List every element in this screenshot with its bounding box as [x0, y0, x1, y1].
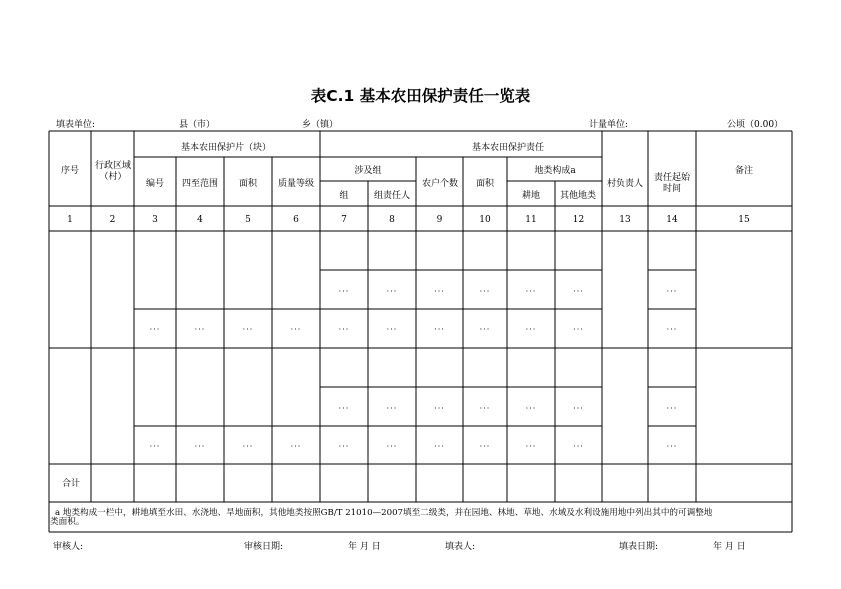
fill-date-placeholder: 年 月 日: [713, 542, 746, 552]
ellipsis-cell: ···: [666, 287, 678, 296]
header-resp-start-1: 责任起始: [653, 173, 691, 183]
review-date-label: 审核日期:: [244, 542, 284, 552]
column-number: 8: [389, 215, 395, 225]
header-code: 编号: [145, 179, 165, 189]
measure-unit-label: 计量单位:: [589, 120, 629, 130]
header-remarks: 备注: [734, 166, 754, 176]
ellipsis-cell: ···: [434, 325, 445, 334]
column-number: 9: [436, 215, 443, 225]
page-title: 表C.1 基本农田保护责任一览表: [310, 87, 531, 105]
column-number: 4: [197, 215, 203, 225]
column-number: 12: [572, 215, 585, 225]
ellipsis-cell: ···: [194, 325, 206, 334]
column-number: 15: [738, 215, 750, 225]
ellipsis-cell: ···: [386, 325, 398, 334]
ellipsis-cell: ···: [479, 287, 491, 296]
header-seq: 序号: [60, 166, 80, 176]
review-date-placeholder: 年 月 日: [348, 542, 381, 552]
header-cultivated: 耕地: [521, 191, 541, 201]
header-land-type: 地类构成a: [534, 166, 576, 176]
total-label: 合计: [62, 479, 81, 489]
header-village-leader: 村负责人: [606, 179, 644, 189]
ellipsis-cell: ···: [338, 287, 350, 296]
column-number: 11: [525, 215, 537, 225]
ellipsis-cell: ···: [573, 404, 584, 413]
header-admin-region-2: （村）: [99, 172, 127, 182]
column-number: 3: [152, 215, 158, 225]
ellipsis-cell: ···: [525, 442, 537, 451]
column-number: 14: [666, 215, 678, 225]
header-admin-region-1: 行政区域: [94, 161, 132, 171]
ellipsis-cell: ···: [479, 404, 491, 413]
ellipsis-cell: ···: [434, 404, 445, 413]
unit-value: 公顷（0.00）: [727, 120, 784, 130]
ellipsis-cell: ···: [573, 442, 584, 451]
column-number: 7: [341, 215, 347, 225]
ellipsis-cell: ···: [525, 404, 537, 413]
ellipsis-cell: ···: [194, 442, 206, 451]
column-number: 1: [67, 215, 73, 225]
ellipsis-cell: ···: [434, 287, 445, 296]
ellipsis-cell: ···: [338, 325, 350, 334]
ellipsis-cell: ···: [666, 325, 678, 334]
header-resp-area: 面积: [475, 179, 495, 189]
column-number: 5: [245, 215, 251, 225]
header-involved-group: 涉及组: [354, 166, 382, 176]
ellipsis-cell: ···: [479, 442, 491, 451]
ellipsis-cell: ···: [149, 325, 161, 334]
header-other-land: 其他地类: [559, 191, 597, 201]
ellipsis-cell: ···: [338, 404, 350, 413]
ellipsis-cell: ···: [242, 442, 254, 451]
header-group-leader: 组责任人: [373, 191, 411, 201]
header-area: 面积: [238, 179, 258, 189]
ellipsis-cell: ···: [666, 404, 678, 413]
fill-unit-label: 填表单位:: [56, 120, 96, 130]
header-resp-start-2: 时间: [662, 184, 682, 194]
ellipsis-cell: ···: [386, 287, 398, 296]
header-protection-piece: 基本农田保护片（块）: [180, 143, 272, 153]
column-number: 10: [479, 215, 491, 225]
footnote-line-2: 类面积。: [50, 517, 85, 527]
filler-label: 填表人:: [445, 542, 476, 552]
ellipsis-cell: ···: [242, 325, 254, 334]
ellipsis-cell: ···: [666, 442, 678, 451]
header-boundaries: 四至范围: [181, 179, 219, 189]
ellipsis-cell: ···: [386, 404, 398, 413]
header-responsibility: 基本农田保护责任: [471, 143, 545, 153]
reviewer-label: 审核人:: [53, 542, 84, 552]
header-households: 农户个数: [421, 179, 459, 189]
county-label: 县（市）: [179, 120, 216, 130]
ellipsis-cell: ···: [149, 442, 161, 451]
fill-date-label: 填表日期:: [619, 542, 659, 552]
footnote-line-1: a 地类构成一栏中，耕地填至水田、水浇地、旱地面积，其他地类按照GB/T 21010—2007填至二级类，并在园地、林地、草地、水域及水利设施用地中列出其中的可调整地: [55, 508, 713, 518]
ellipsis-cell: ···: [434, 442, 445, 451]
ellipsis-cell: ···: [386, 442, 398, 451]
ellipsis-cell: ···: [479, 325, 491, 334]
ellipsis-cell: ···: [525, 325, 537, 334]
column-number: 13: [619, 215, 631, 225]
header-group: 组: [339, 191, 349, 201]
ellipsis-cell: ···: [290, 325, 302, 334]
header-quality-grade: 质量等级: [277, 179, 315, 189]
ellipsis-cell: ···: [573, 325, 584, 334]
column-number: 2: [109, 215, 116, 225]
ellipsis-cell: ···: [338, 442, 350, 451]
column-number: 6: [293, 215, 299, 225]
ellipsis-cell: ···: [525, 287, 537, 296]
township-label: 乡（镇）: [302, 120, 339, 130]
ellipsis-cell: ···: [573, 287, 584, 296]
ellipsis-cell: ···: [290, 442, 302, 451]
